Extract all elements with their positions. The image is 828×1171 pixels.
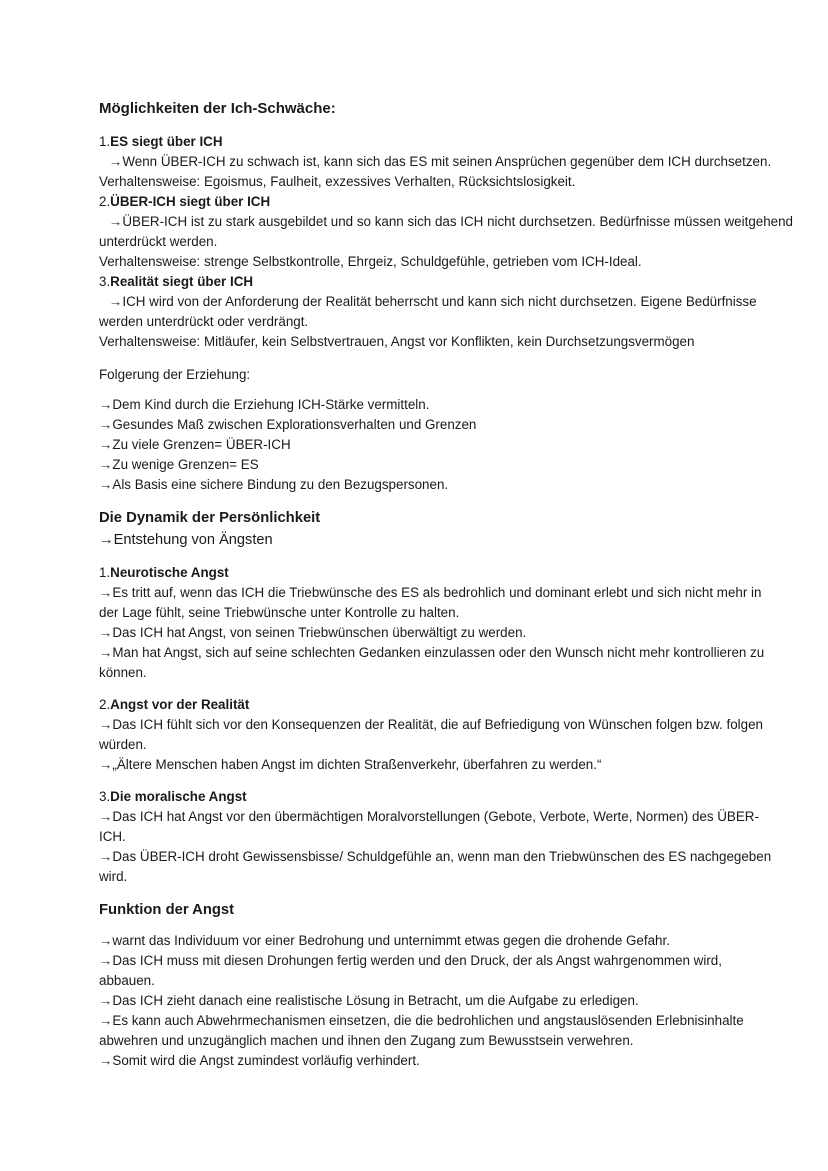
section3-arrow-line: [99, 292, 798, 312]
funktion-line-text: Es kann auch Abwehrmechanismen einsetzen, die die bedrohlichen und angstauslösenden Erlebnisinhalte: [112, 1013, 744, 1028]
arrow-icon: →: [99, 849, 113, 864]
moralisch-line-text: Das ICH hat Angst vor den übermächtigen Moralvorstellungen (Gebote, Verbote, Werte, Normen) des ÜBER-: [112, 809, 759, 824]
funktion-line-text: Somit wird die Angst zumindest vorläufig verhindert.: [112, 1053, 420, 1068]
funktion-line: [99, 951, 798, 971]
neurotisch-title: [99, 563, 798, 583]
neurotisch-line-text: Es tritt auf, wenn das ICH die Triebwünsche des ES als bedrohlich und dominant erlebt und sich nicht mehr in: [112, 585, 762, 600]
arrow-icon: →: [109, 294, 123, 309]
section2-arrow-continuation: unterdrückt werden.: [99, 234, 218, 249]
section3-title-text: Realität siegt über ICH: [110, 274, 254, 289]
realitaet-line-text: Das ICH fühlt sich vor den Konsequenzen der Realität, die auf Befriedigung von Wünschen folgen bzw. folgen: [112, 717, 763, 732]
heading-ich-schwaeche: Möglichkeiten der Ich-Schwäche:: [99, 100, 336, 117]
arrow-icon: →: [99, 1013, 113, 1028]
arrow-icon: →: [99, 585, 113, 600]
section2-title: [99, 192, 798, 212]
neurotisch-number: 1.: [99, 565, 111, 580]
realitaet-line: [99, 755, 798, 775]
realitaet-line: würden.: [99, 737, 147, 752]
funktion-line-text: Das ICH zieht danach eine realistische Lösung in Betracht, um die Aufgabe zu erledigen.: [112, 993, 639, 1008]
arrow-icon: →: [99, 809, 113, 824]
section3-arrow-continuation: werden unterdrückt oder verdrängt.: [99, 314, 309, 329]
folgerung-item: [99, 475, 798, 495]
arrow-icon: →: [99, 477, 113, 492]
moralisch-line: [99, 807, 798, 827]
folgerung-item-text: Gesundes Maß zwischen Explorationsverhalten und Grenzen: [112, 417, 477, 432]
arrow-icon: →: [99, 532, 114, 548]
neurotisch-line: der Lage fühlt, seine Triebwünsche unter Kontrolle zu halten.: [99, 605, 460, 620]
section2-behavior: Verhaltensweise: strenge Selbstkontrolle, Ehrgeiz, Schuldgefühle, getrieben vom ICH-Ideal.: [99, 254, 642, 269]
arrow-icon: →: [109, 154, 123, 169]
funktion-line: [99, 991, 798, 1011]
funktion-line: [99, 1051, 798, 1071]
section1-title-text: ES siegt über ICH: [110, 134, 223, 149]
arrow-icon: →: [99, 717, 113, 732]
section1-arrow-text: Wenn ÜBER-ICH zu schwach ist, kann sich das ES mit seinen Ansprüchen gegenüber dem ICH durchsetzen.: [122, 154, 772, 169]
folgerung-item: [99, 435, 798, 455]
dynamik-subheading: [99, 530, 798, 550]
funktion-line-text: warnt das Individuum vor einer Bedrohung und unternimmt etwas gegen die drohende Gefahr.: [112, 933, 670, 948]
arrow-icon: →: [99, 645, 113, 660]
arrow-icon: →: [99, 625, 113, 640]
section1-behavior: Verhaltensweise: Egoismus, Faulheit, exzessives Verhalten, Rücksichtslosigkeit.: [99, 174, 576, 189]
arrow-icon: →: [99, 953, 113, 968]
arrow-icon: →: [99, 457, 113, 472]
moralisch-title: [99, 787, 798, 807]
folgerung-item-text: Zu viele Grenzen= ÜBER-ICH: [112, 437, 291, 452]
funktion-line: [99, 931, 798, 951]
moralisch-line: ICH.: [99, 829, 126, 844]
folgerung-item: [99, 415, 798, 435]
moralisch-line: [99, 847, 798, 867]
folgerung-item: [99, 395, 798, 415]
section2-number: 2.: [99, 194, 111, 209]
arrow-icon: →: [99, 993, 113, 1008]
arrow-icon: →: [99, 757, 113, 772]
funktion-line: abbauen.: [99, 973, 155, 988]
realitaet-title-text: Angst vor der Realität: [110, 697, 250, 712]
neurotisch-line: [99, 583, 798, 603]
section2-title-text: ÜBER-ICH siegt über ICH: [110, 194, 271, 209]
neurotisch-line: [99, 623, 798, 643]
moralisch-number: 3.: [99, 789, 111, 804]
section1-title: [99, 132, 798, 152]
realitaet-title: [99, 695, 798, 715]
neurotisch-line: [99, 643, 798, 663]
realitaet-number: 2.: [99, 697, 111, 712]
moralisch-line-text: Das ÜBER-ICH droht Gewissensbisse/ Schuldgefühle an, wenn man den Triebwünschen des ES nachgegeben: [112, 849, 772, 864]
section2-arrow-text: ÜBER-ICH ist zu stark ausgebildet und so kann sich das ICH nicht durchsetzen. Bedürfnisse müssen weitgehend: [122, 214, 794, 229]
neurotisch-line-text: Man hat Angst, sich auf seine schlechten Gedanken einzulassen oder den Wunsch nicht mehr kontrollieren zu: [112, 645, 765, 660]
arrow-icon: →: [99, 417, 113, 432]
dynamik-subheading-text: Entstehung von Ängsten: [113, 532, 273, 548]
section3-behavior: Verhaltensweise: Mitläufer, kein Selbstvertrauen, Angst vor Konflikten, kein Durchsetzungsvermögen: [99, 334, 695, 349]
moralisch-title-text: Die moralische Angst: [110, 789, 247, 804]
neurotisch-line-text: Das ICH hat Angst, von seinen Triebwünschen überwältigt zu werden.: [112, 625, 527, 640]
section2-arrow-line: [99, 212, 798, 232]
funktion-line-text: Das ICH muss mit diesen Drohungen fertig werden und den Druck, der als Angst wahrgenommen wird,: [112, 953, 722, 968]
arrow-icon: →: [99, 933, 113, 948]
moralisch-line: wird.: [99, 869, 128, 884]
arrow-icon: →: [99, 1053, 113, 1068]
section1-number: 1.: [99, 134, 111, 149]
funktion-line: [99, 1011, 798, 1031]
dynamik-heading: Die Dynamik der Persönlichkeit: [99, 510, 321, 526]
section1-arrow-line: [99, 152, 798, 172]
funktion-line: abwehren und unzugänglich machen und ihnen den Zugang zum Bewusstsein verwehren.: [99, 1033, 634, 1048]
neurotisch-title-text: Neurotische Angst: [110, 565, 229, 580]
folgerung-title: Folgerung der Erziehung:: [99, 367, 251, 382]
section3-number: 3.: [99, 274, 111, 289]
neurotisch-line: können.: [99, 665, 147, 680]
section3-title: [99, 272, 798, 292]
folgerung-item-text: Dem Kind durch die Erziehung ICH-Stärke vermitteln.: [112, 397, 430, 412]
arrow-icon: →: [109, 214, 123, 229]
realitaet-line-text: „Ältere Menschen haben Angst im dichten Straßenverkehr, überfahren zu werden.“: [112, 757, 602, 772]
folgerung-item: [99, 455, 798, 475]
section3-arrow-text: ICH wird von der Anforderung der Realität beherrscht und kann sich nicht durchsetzen. Eigene Bedürfnisse: [122, 294, 757, 309]
funktion-heading: Funktion der Angst: [99, 902, 235, 918]
arrow-icon: →: [99, 437, 113, 452]
realitaet-line: [99, 715, 798, 735]
arrow-icon: →: [99, 397, 113, 412]
folgerung-item-text: Zu wenige Grenzen= ES: [112, 457, 259, 472]
folgerung-item-text: Als Basis eine sichere Bindung zu den Bezugspersonen.: [112, 477, 449, 492]
